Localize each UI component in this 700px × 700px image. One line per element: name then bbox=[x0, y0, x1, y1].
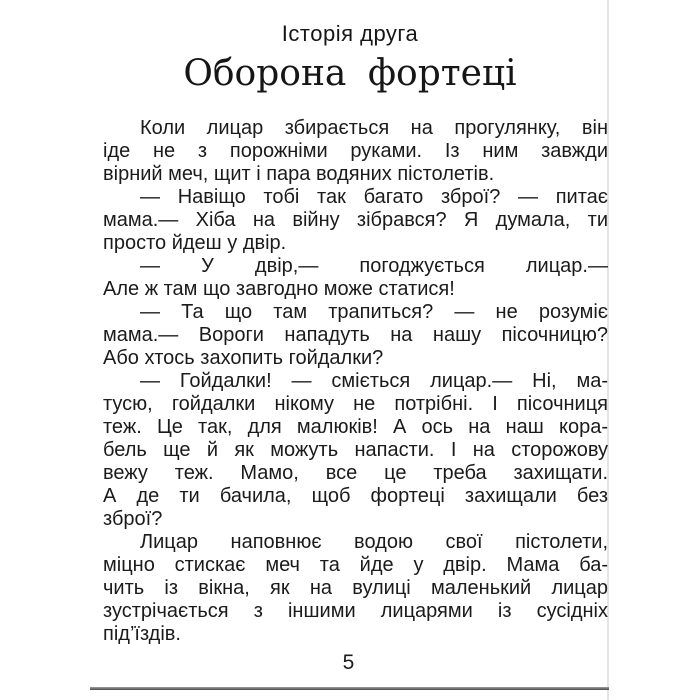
text-line: мама.— Хіба на війну зібрався? Я думала, ти bbox=[103, 209, 608, 231]
text-line: чить із вікна, як на вулиці маленький лицар bbox=[103, 577, 608, 599]
chapter-header: Історія друга bbox=[281, 21, 419, 46]
text-line: — Гойдалки! — сміється лицар.— Ні, ма- bbox=[140, 370, 608, 392]
page-number: 5 bbox=[342, 651, 355, 674]
text-line: зустрічається з іншими лицарями із сусідніх bbox=[103, 600, 608, 622]
footer-rule bbox=[90, 687, 609, 690]
text-line: Або хтось захопить гойдалки? bbox=[103, 347, 384, 369]
text-line: Але ж там що завгодно може статися! bbox=[103, 278, 455, 300]
text-line: — Та що там трапиться? — не розуміє bbox=[140, 301, 608, 323]
text-line: просто йдеш у двір. bbox=[103, 232, 287, 254]
text-line: теж. Це так, для малюків! А ось на наш кора- bbox=[103, 416, 608, 438]
text-line: Коли лицар збирається на прогулянку, він bbox=[140, 117, 608, 139]
text-line: вежу теж. Мамо, все це треба захищати. bbox=[103, 462, 608, 484]
text-line: Лицар наповнює водою свої пістолети, bbox=[140, 531, 608, 553]
text-line: міцно стискає меч та йде у двір. Мама ба- bbox=[103, 554, 608, 576]
text-line: зброї? bbox=[103, 508, 163, 530]
text-line: іде не з порожніми руками. Із ним завжди bbox=[103, 140, 608, 162]
chapter-title: Оборона фортеці bbox=[183, 53, 517, 94]
text-line: А де ти бачила, щоб фортеці захищали без bbox=[103, 485, 608, 507]
text-line: вірний меч, щит і пара водяних пістолетів. bbox=[103, 163, 495, 185]
text-line: бель ще й як можуть напасти. І на сторожову bbox=[103, 439, 608, 461]
story-text bbox=[103, 117, 608, 646]
text-line: — У двір,— погоджується лицар.— bbox=[140, 255, 608, 277]
text-line: — Навіщо тобі так багато зброї? — питає bbox=[140, 186, 608, 208]
text-line: під’їздів. bbox=[103, 623, 181, 645]
text-line: тусю, гойдалки нікому не потрібні. І пісочниця bbox=[103, 393, 608, 415]
text-line: мама.— Вороги нападуть на нашу пісочницю? bbox=[103, 324, 608, 346]
